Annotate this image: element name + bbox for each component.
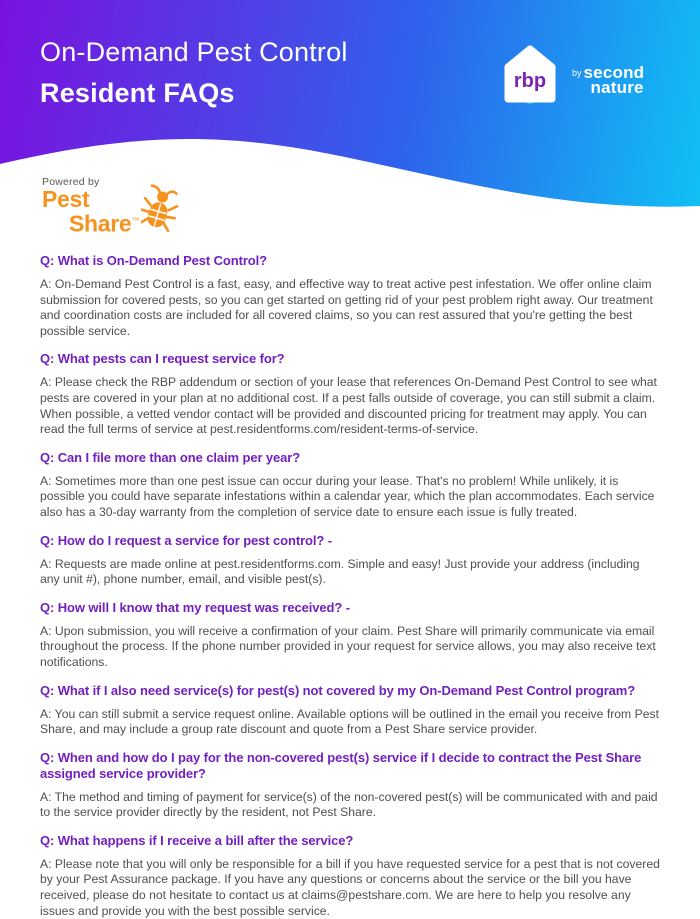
- rbp-house-icon: [498, 40, 562, 114]
- faq-item: [40, 600, 660, 671]
- faq-item: [40, 450, 660, 521]
- powered-by-label: Powered by: [42, 176, 100, 188]
- faq-answer: A: Sometimes more than one pest issue can occur during your lease. That's no problem! While unlikely, it is possible you could have separate infestations within a calendar year, which the plan accommodates. Each service also has a 30-day warranty from the completion of service date to ensure each issue is fully treated.: [40, 473, 655, 519]
- faq-item: [40, 683, 660, 738]
- faq-question: Q: How do I request a service for pest control? -: [40, 532, 332, 548]
- second-nature-line1: second: [583, 63, 645, 82]
- faq-item: [40, 750, 660, 821]
- faq-answer: A: The method and timing of payment for service(s) of the non-covered pest(s) will be communicated with and paid to the service provider directly by the resident, not Pest Share.: [40, 789, 658, 820]
- trademark-symbol: ™: [131, 216, 140, 225]
- faq-answer: A: Please note that you will only be responsible for a bill if you have requested service for a pest that is not covered by your Pest Assurance package. If you have any questions or concerns about the service or the bill you have received, please do not hesitate to contact us at claims@pestshare.com. We are here to help you resolve any issues and provide you with the best possible service.: [40, 856, 660, 918]
- faq-answer: A: You can still submit a service request online. Available options will be outlined in the email you receive from Pest Share, and may include a group rate discount and quote from a Pest Share service provider.: [40, 706, 659, 737]
- faq-answer: A: Please check the RBP addendum or section of your lease that references On-Demand Pest Control to see what pests are covered in your plan at no additional cost. If a pest falls outside of coverage, you can still submit a claim. When possible, a vetted vendor contact will be provided and discounted pricing for treatment may apply. You can read the full terms of service at pest.residentforms.com/resident-terms-of-service.: [40, 375, 657, 437]
- faq-question: Q: What is On-Demand Pest Control?: [40, 253, 267, 268]
- faq-question: Q: Can I file more than one claim per year?: [40, 449, 301, 465]
- faq-item: [40, 351, 660, 437]
- faq-answer: A: Upon submission, you will receive a confirmation of your claim. Pest Share will primarily communicate via email throughout the process. If the phone number provided in your request for service allows, you may also receive text notifications.: [40, 623, 656, 669]
- rbp-second-nature-logo: [498, 40, 644, 114]
- second-nature-wordmark: [572, 65, 644, 95]
- faq-item: [40, 833, 660, 919]
- page-title-line2: Resident FAQs: [40, 78, 235, 109]
- faq-question: Q: When and how do I pay for the non-covered pest(s) service if I decide to contract the Pest Share assigned service provider?: [40, 749, 642, 781]
- faq-answer: A: On-Demand Pest Control is a fast, easy, and effective way to treat active pest infestation. We offer online claim submission for covered pests, so you can get started on getting rid of your pest problem right away. Our treatment and coordination costs are included for all covered claims, so you can rest assured that you're getting the best possible service.: [40, 277, 653, 338]
- faq-question: Q: What happens if I receive a bill after the service?: [40, 832, 354, 848]
- page-title-line1: On-Demand Pest Control: [40, 37, 348, 67]
- pestshare-share-text: Share: [69, 210, 132, 237]
- rbp-logo-text: rbp: [513, 70, 547, 92]
- faq-item: [40, 533, 660, 588]
- second-nature-name: [584, 65, 645, 95]
- pestshare-word-pest: Pest: [42, 186, 90, 212]
- page-title: [40, 36, 348, 110]
- faq-answer: A: Requests are made online at pest.residentforms.com. Simple and easy! Just provide your address (including any unit #), phone number, email, and visible pest(s).: [40, 556, 640, 587]
- faq-item: [40, 253, 660, 339]
- faq-question: Q: What if I also need service(s) for pest(s) not covered by my On-Demand Pest Control program?: [40, 682, 636, 698]
- by-label: by: [572, 68, 582, 78]
- bug-icon: [141, 184, 181, 232]
- second-nature-line2: nature: [590, 78, 644, 97]
- faq-list: [0, 240, 700, 919]
- pestshare-logo: [42, 176, 192, 238]
- faq-question: Q: How will I know that my request was received? -: [40, 599, 350, 615]
- faq-question: Q: What pests can I request service for?: [40, 351, 285, 367]
